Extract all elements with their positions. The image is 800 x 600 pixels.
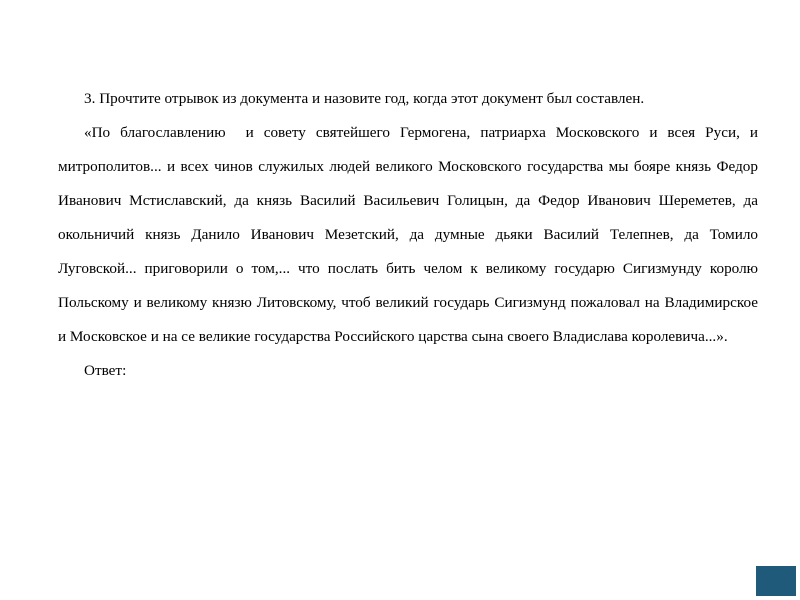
question-paragraph: 3. Прочтите отрывок из документа и назовите год, когда этот документ был составлен.: [84, 90, 645, 107]
accent-decoration-box: [756, 566, 796, 596]
document-text-block: [58, 82, 762, 388]
excerpt-paragraph: «По благославлению и совету святейшего Гермогена, патриарха Московского и всея Руси, и митрополитов... и всех чинов служилых людей великого Московского государства мы бояре князь Федор Иванович Мстиславский, да князь Василий Васильевич Голицын, да Федор Иванович Шереметев, да окольничий князь Данило Иванович Мезетский, да думные дьяки Василий Телепнев, да Томило Луговской... приговорили о том,... что послать бить челом к великому государю Сигизмунду королю Польскому и великому князю Литовскому, чтоб великий государь Сигизмунд пожаловал на Владимирское и Московское и на се великие государства Российского царства сына своего Владислава королевича...».: [58, 124, 762, 345]
answer-label: Ответ:: [84, 362, 127, 379]
